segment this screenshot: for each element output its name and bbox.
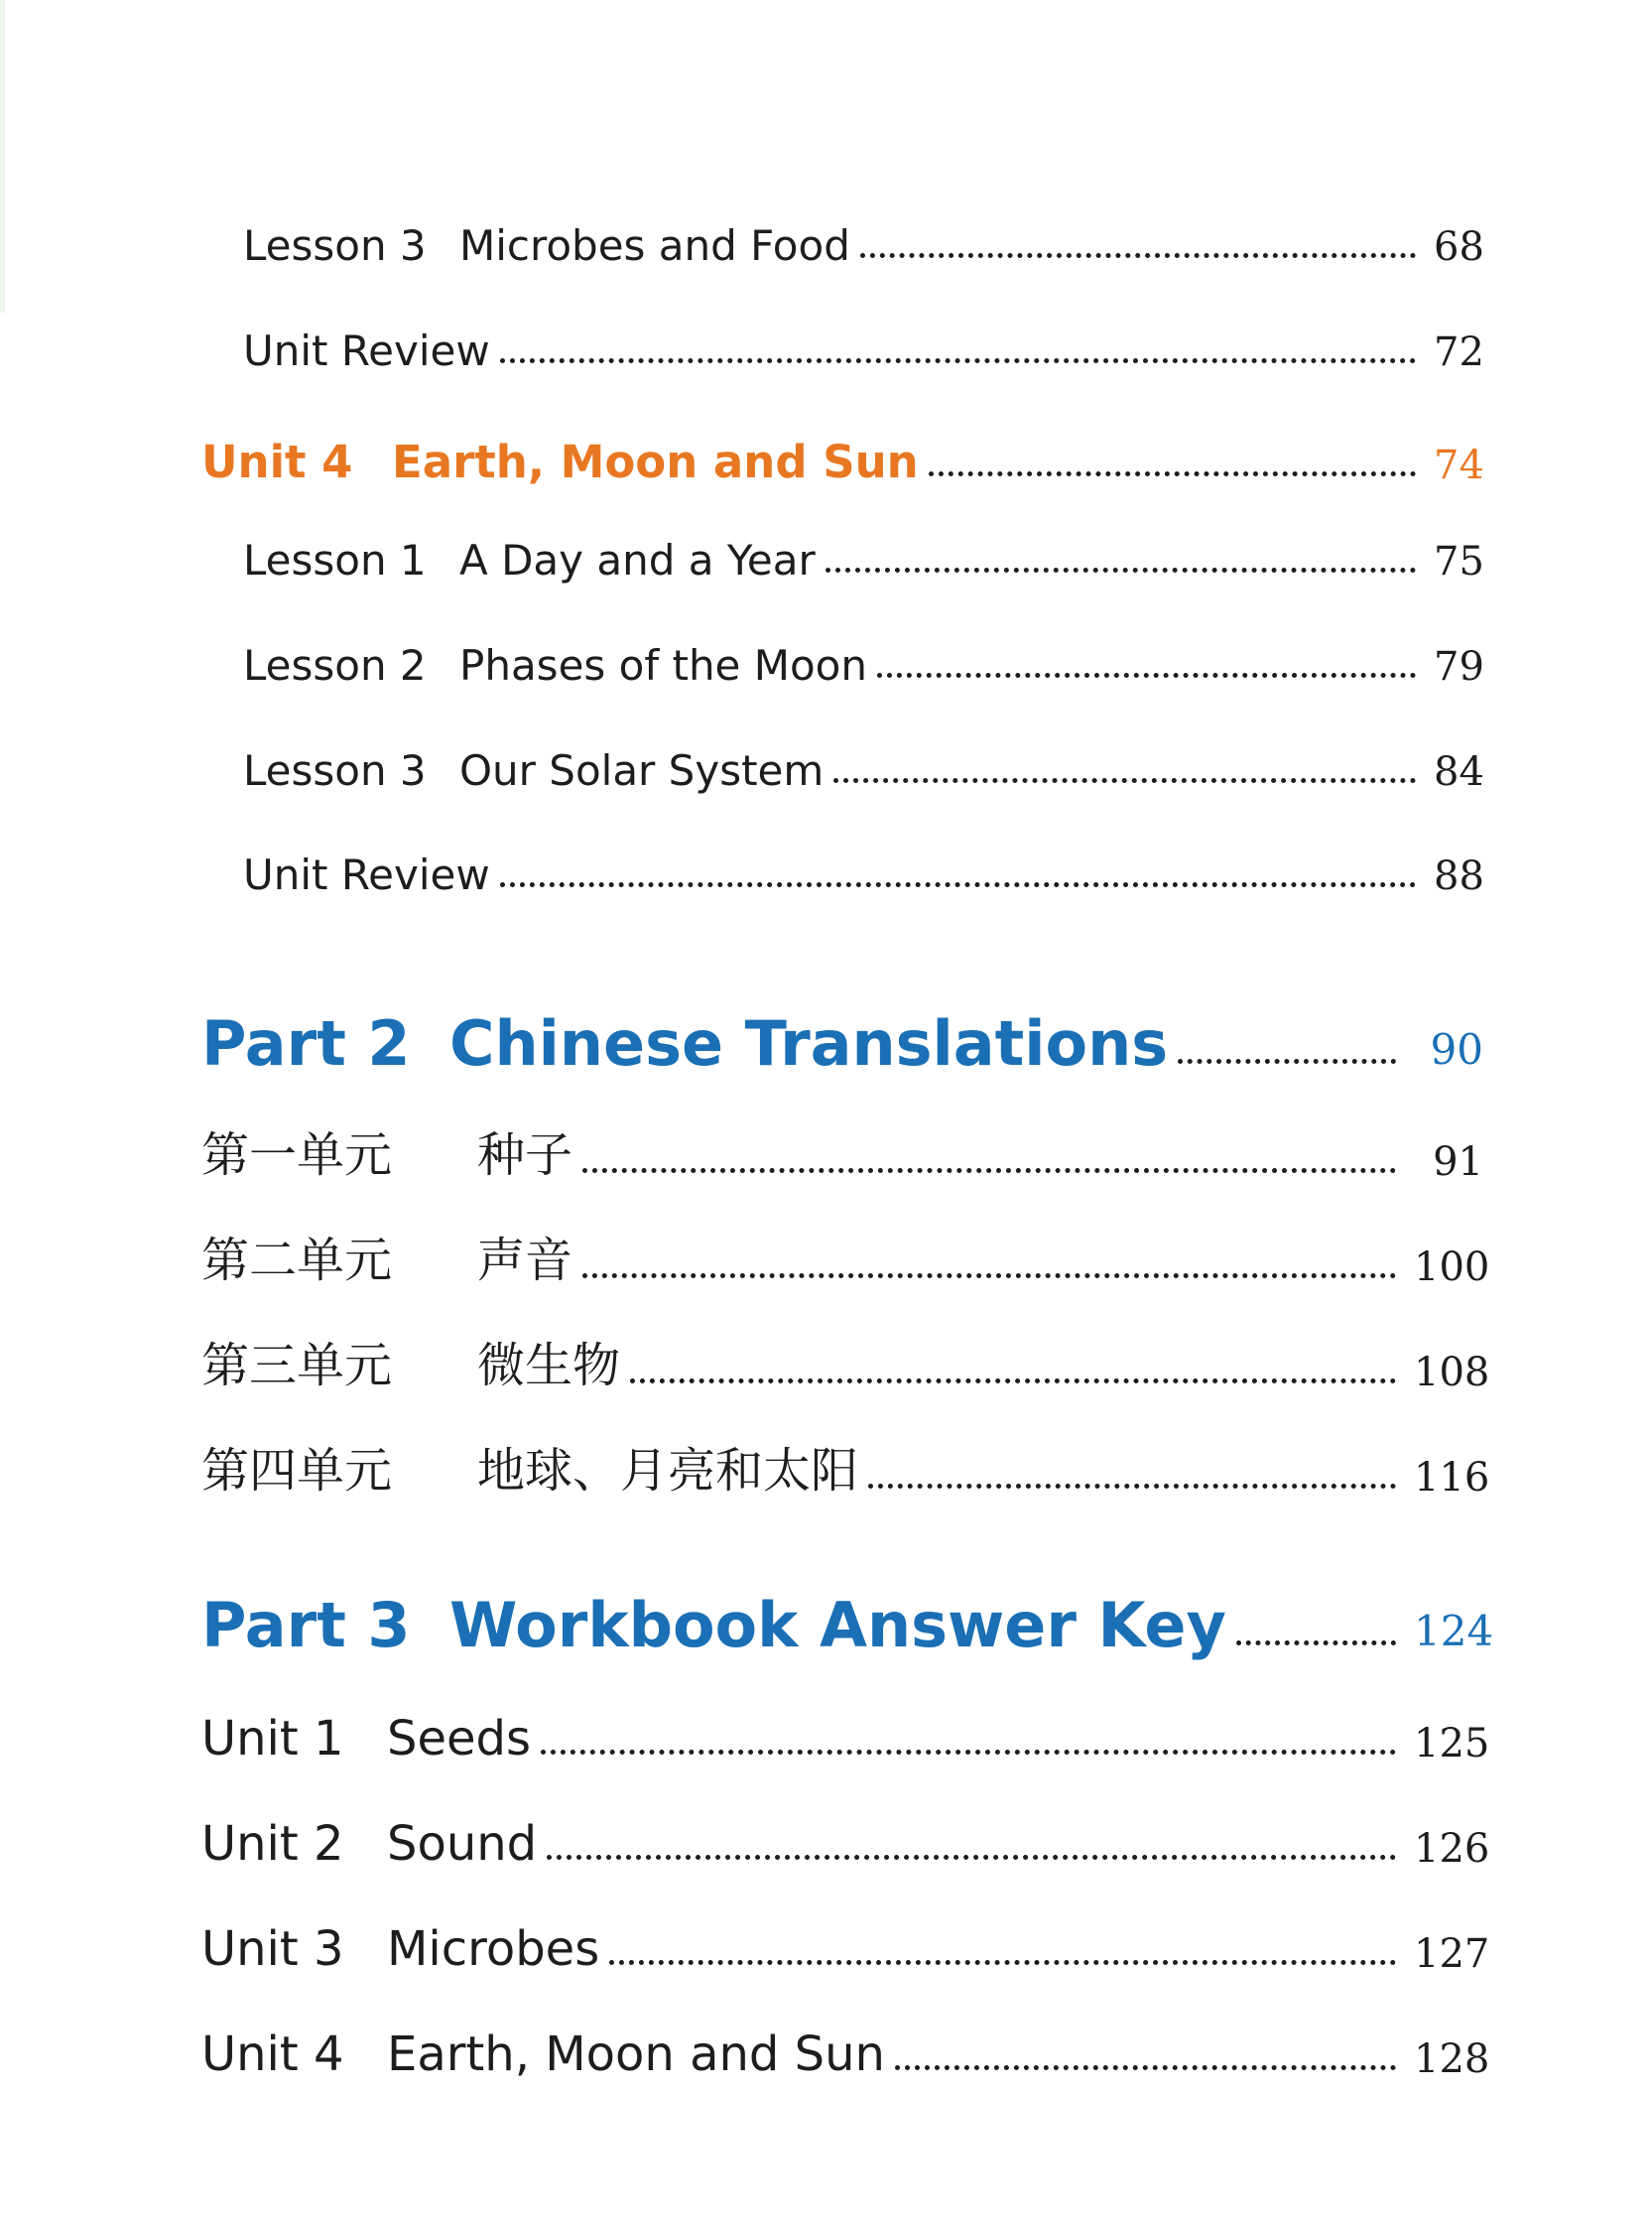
entry-label: 第四单元 xyxy=(201,1443,393,1499)
dot-leader xyxy=(1178,1059,1396,1064)
entry-title: 声音 xyxy=(477,1233,573,1288)
dot-leader xyxy=(500,882,1416,887)
toc-entry-unit-review[interactable] xyxy=(243,296,1483,375)
entry-label: Unit 4 xyxy=(201,2027,344,2082)
entry-title: Earth, Moon and Sun xyxy=(387,2027,885,2082)
part-label: Part 2 xyxy=(201,1007,411,1080)
dot-leader xyxy=(833,778,1416,783)
entry-page: 79 xyxy=(1434,644,1484,690)
entry-label: 第二单元 xyxy=(201,1233,393,1288)
entry-page: 75 xyxy=(1434,539,1484,585)
entry-page: 116 xyxy=(1414,1455,1490,1501)
toc-entry-workbook-unit[interactable] xyxy=(201,1897,1490,1977)
entry-title: Sound xyxy=(387,1816,538,1872)
page-edge-tint xyxy=(0,0,5,313)
entry-page: 72 xyxy=(1434,329,1484,375)
entry-title: Unit Review xyxy=(243,327,490,375)
entry-page: 127 xyxy=(1414,1931,1490,1977)
entry-page: 84 xyxy=(1434,749,1484,795)
entry-page: 100 xyxy=(1414,1244,1490,1290)
part-title: Workbook Answer Key xyxy=(449,1589,1226,1661)
toc-entry-lesson[interactable] xyxy=(243,610,1483,690)
entry-title: Microbes xyxy=(387,1921,600,1977)
dot-leader xyxy=(1236,1640,1396,1645)
dot-leader xyxy=(500,358,1416,363)
entry-label: Lesson 2 xyxy=(243,641,427,690)
toc-entry-unit-heading[interactable] xyxy=(201,409,1483,488)
entry-page: 126 xyxy=(1414,1826,1490,1872)
toc-entry-chinese-unit[interactable] xyxy=(201,1211,1490,1290)
entry-title: 微生物 xyxy=(477,1338,621,1393)
dot-leader xyxy=(582,1168,1396,1173)
toc-entry-lesson[interactable] xyxy=(243,505,1483,585)
entry-label: Unit 2 xyxy=(201,1816,344,1872)
entry-title: A Day and a Year xyxy=(459,536,816,585)
entry-title: Phases of the Moon xyxy=(459,641,867,690)
entry-title: 种子 xyxy=(477,1127,573,1183)
toc-entry-workbook-unit[interactable] xyxy=(201,1687,1490,1766)
entry-title: Our Solar System xyxy=(459,746,825,795)
dot-leader xyxy=(929,471,1416,476)
dot-leader xyxy=(895,2065,1396,2070)
dot-leader xyxy=(826,568,1416,573)
toc-entry-chinese-unit[interactable] xyxy=(201,1316,1490,1395)
entry-label: 第三单元 xyxy=(201,1338,393,1393)
entry-title: 地球、月亮和太阳 xyxy=(477,1443,859,1499)
toc-entry-lesson[interactable] xyxy=(243,716,1483,795)
dot-leader xyxy=(582,1273,1396,1278)
dot-leader xyxy=(860,253,1416,258)
dot-leader xyxy=(541,1750,1396,1755)
part-page: 90 xyxy=(1430,1025,1483,1074)
toc-entry-workbook-unit[interactable] xyxy=(201,2003,1490,2082)
entry-label: Lesson 3 xyxy=(243,221,427,270)
toc-entry-part-heading[interactable] xyxy=(201,1582,1494,1661)
dot-leader xyxy=(868,1484,1396,1489)
entry-label: 第一单元 xyxy=(201,1127,393,1183)
dot-leader xyxy=(877,673,1416,678)
entry-title: Unit Review xyxy=(243,850,490,899)
toc-entry-workbook-unit[interactable] xyxy=(201,1792,1490,1872)
entry-label: Lesson 1 xyxy=(243,536,427,585)
dot-leader xyxy=(609,1960,1396,1965)
unit-page: 74 xyxy=(1434,443,1484,488)
toc-entry-chinese-unit[interactable] xyxy=(201,1106,1483,1185)
entry-page: 91 xyxy=(1433,1139,1483,1185)
entry-title: Microbes and Food xyxy=(459,221,850,270)
entry-page: 125 xyxy=(1414,1721,1490,1766)
entry-title: Seeds xyxy=(387,1711,532,1766)
toc-entry-lesson[interactable] xyxy=(243,191,1483,270)
toc-entry-chinese-unit[interactable] xyxy=(201,1421,1490,1501)
entry-label: Unit 1 xyxy=(201,1711,344,1766)
part-page: 124 xyxy=(1414,1607,1494,1655)
toc-entry-part-heading[interactable] xyxy=(201,1000,1483,1080)
entry-page: 128 xyxy=(1414,2036,1490,2082)
unit-label: Unit 4 xyxy=(201,436,353,488)
entry-label: Lesson 3 xyxy=(243,746,427,795)
toc-entry-unit-review[interactable] xyxy=(243,820,1483,899)
entry-page: 88 xyxy=(1434,853,1484,899)
part-label: Part 3 xyxy=(201,1589,411,1661)
entry-label: Unit 3 xyxy=(201,1921,344,1977)
dot-leader xyxy=(630,1378,1396,1383)
entry-page: 68 xyxy=(1434,224,1484,270)
dot-leader xyxy=(547,1855,1396,1860)
entry-page: 108 xyxy=(1414,1350,1490,1395)
unit-title: Earth, Moon and Sun xyxy=(392,436,919,488)
part-title: Chinese Translations xyxy=(449,1007,1169,1080)
